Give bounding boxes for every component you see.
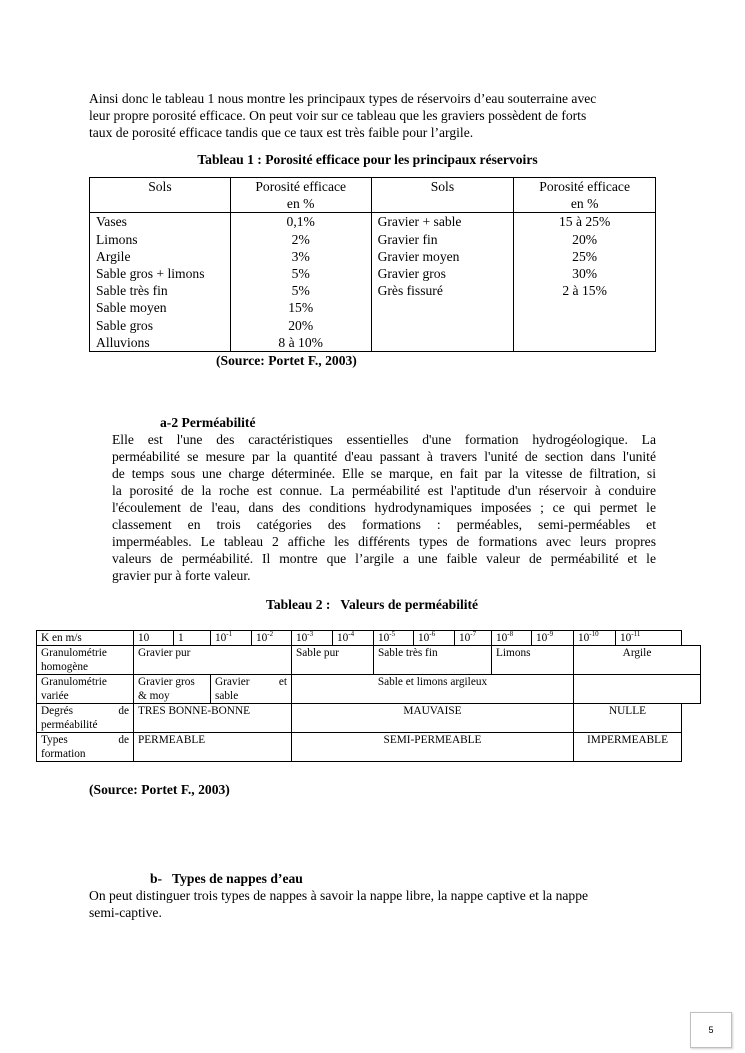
soil-name: Grès fissuré (377, 283, 443, 299)
granulo-cell: Sable et limons argileux (292, 675, 574, 704)
granulo-cell: Gravier pur (134, 646, 292, 675)
intro-paragraph (89, 90, 659, 141)
table-row-k (37, 631, 701, 646)
soil-name: Limons (96, 231, 138, 247)
k-value: $10^{-3}$ (292, 631, 333, 646)
soil-name: Sable gros + limons (96, 265, 205, 281)
table-row-granulo-homogene (37, 646, 701, 675)
k-value: $10^{-6}$ (414, 631, 455, 646)
k-value: $10^{-1}$ (211, 631, 252, 646)
soil-name: Sable très fin (96, 283, 168, 299)
paragraph-line: la porosité de la roche est connue. La perméabilité est l'aptitude d'un réservoir à conduire (112, 483, 656, 498)
table-header-row (90, 178, 656, 213)
row-label: K en m/s (37, 631, 134, 646)
k-value: 1 (174, 631, 211, 646)
k-value: $10^{-2}$ (252, 631, 292, 646)
soil-name: Gravier fin (377, 231, 438, 247)
paragraph-line: gravier pur à forte valeur. (112, 568, 251, 583)
k-value: $10^{-7}$ (455, 631, 492, 646)
paragraph-line: de temps sous une charge déterminée. Elle se marque, en fait par la vitesse de filtration, si (112, 466, 656, 481)
soil-name: Gravier gros (377, 265, 446, 281)
k-value: $10^{-8}$ (492, 631, 532, 646)
section-a2-heading: a-2 Perméabilité (160, 415, 256, 430)
column-header-sols: Sols (90, 178, 231, 213)
row-label: Granulométrie variée (37, 675, 134, 704)
granulo-cell: Limons (492, 646, 574, 675)
porosity-value: 15% (288, 300, 314, 316)
granulo-cell: Sable pur (292, 646, 374, 675)
soil-name: Gravier + sable (377, 214, 462, 230)
table-row (90, 213, 656, 352)
intro-line: leur propre porosité efficace. On peut voir sur ce tableau que les graviers possèdent de forts (89, 108, 587, 123)
paragraph-line: perméabilité se mesure par la quantité d'eau passant à travers l'unité de section dans l'unité (112, 449, 656, 464)
soil-name: Sable gros (96, 317, 154, 333)
granulo-cell-empty (574, 675, 701, 704)
intro-line: taux de porosité efficace tandis que ce taux est très faible pour l’argile. (89, 125, 474, 140)
paragraph-line: l'écoulement de l'eau, dans des conditions hydrodynamiques imposées ; ce qui permet le (112, 500, 656, 515)
paragraph-line: imperméables. Le tableau 2 affiche les différents types de formations avec leurs propres (112, 534, 656, 549)
degree-cell: MAUVAISE (292, 704, 574, 733)
table1-caption: Tableau 1 : Porosité efficace pour les principaux réservoirs (197, 152, 538, 167)
table-row-types (37, 733, 701, 762)
soil-name: Alluvions (96, 334, 150, 350)
section-a2-paragraph (112, 431, 656, 584)
table2-source: (Source: Portet F., 2003) (89, 782, 230, 797)
page-number: 5 (690, 1012, 732, 1048)
soil-name: Vases (96, 214, 127, 230)
row-label: Types de formation (37, 733, 134, 762)
left-soils-cell (90, 213, 231, 352)
right-values-cell (514, 213, 656, 352)
type-cell: SEMI-PERMEABLE (292, 733, 574, 762)
granulo-cell: Sable très fin (374, 646, 492, 675)
column-header-porosity: Porosité efficace en % (514, 178, 656, 213)
paragraph-line: valeurs de perméabilité. Il montre que l’argile a une faible valeur de perméabilité et le (112, 551, 656, 566)
section-b-paragraph (89, 887, 659, 921)
intro-line: Ainsi donc le tableau 1 nous montre les principaux types de réservoirs d’eau souterraine avec (89, 91, 597, 106)
row-label: Degrés de perméabilité (37, 704, 134, 733)
porosity-value: 15 à 25% (558, 214, 611, 230)
k-value: $10^{-10}$ (574, 631, 616, 646)
paragraph-line: classement en trois catégories des formations : perméables, semi-perméables et (112, 517, 656, 532)
porosity-value: 5% (291, 283, 310, 299)
table1-source: (Source: Portet F., 2003) (216, 353, 357, 368)
degree-cell: TRES BONNE-BONNE (134, 704, 292, 733)
table-row-degres (37, 704, 701, 733)
porosity-value: 0,1% (286, 214, 315, 230)
k-value: $10^{-4}$ (333, 631, 374, 646)
k-value: $10^{-11}$ (616, 631, 682, 646)
porosity-value: 20% (288, 317, 314, 333)
porosity-value: 30% (572, 265, 598, 281)
granulo-cell: Argile (574, 646, 701, 675)
porosity-value: 20% (572, 231, 598, 247)
porosity-value: 8 à 10% (278, 334, 323, 350)
right-soils-cell (371, 213, 514, 352)
porosity-value: 2% (291, 231, 310, 247)
row-label: Granulométrie homogène (37, 646, 134, 675)
column-header-sols: Sols (371, 178, 514, 213)
k-value: 10 (134, 631, 174, 646)
type-cell: PERMEABLE (134, 733, 292, 762)
paragraph-line: On peut distinguer trois types de nappes à savoir la nappe libre, la nappe captive et la nappe (89, 888, 589, 903)
soil-name: Argile (96, 248, 131, 264)
degree-cell: NULLE (574, 704, 682, 733)
porosity-table (89, 177, 656, 352)
section-b-heading: b- Types de nappes d’eau (150, 871, 303, 886)
porosity-value: 5% (291, 265, 310, 281)
granulo-cell: Gravier gros & moy (134, 675, 211, 704)
paragraph-line: Elle est l'une des caractéristiques essentielles d'une formation hydrogéologique. La (112, 432, 656, 447)
granulo-cell: Gravier et sable (211, 675, 292, 704)
k-value: $10^{-5}$ (374, 631, 414, 646)
left-values-cell (230, 213, 371, 352)
permeability-table (36, 630, 701, 762)
soil-name: Sable moyen (96, 300, 167, 316)
porosity-value: 2 à 15% (562, 283, 607, 299)
type-cell: IMPERMEABLE (574, 733, 682, 762)
porosity-value: 3% (291, 248, 310, 264)
table-row-granulo-variee (37, 675, 701, 704)
paragraph-line: semi-captive. (89, 905, 162, 920)
porosity-value: 25% (572, 248, 598, 264)
soil-name: Gravier moyen (377, 248, 460, 264)
k-value: $10^{-9}$ (532, 631, 574, 646)
column-header-porosity: Porosité efficace en % (230, 178, 371, 213)
table2-caption: Tableau 2 : Valeurs de perméabilité (266, 597, 479, 612)
